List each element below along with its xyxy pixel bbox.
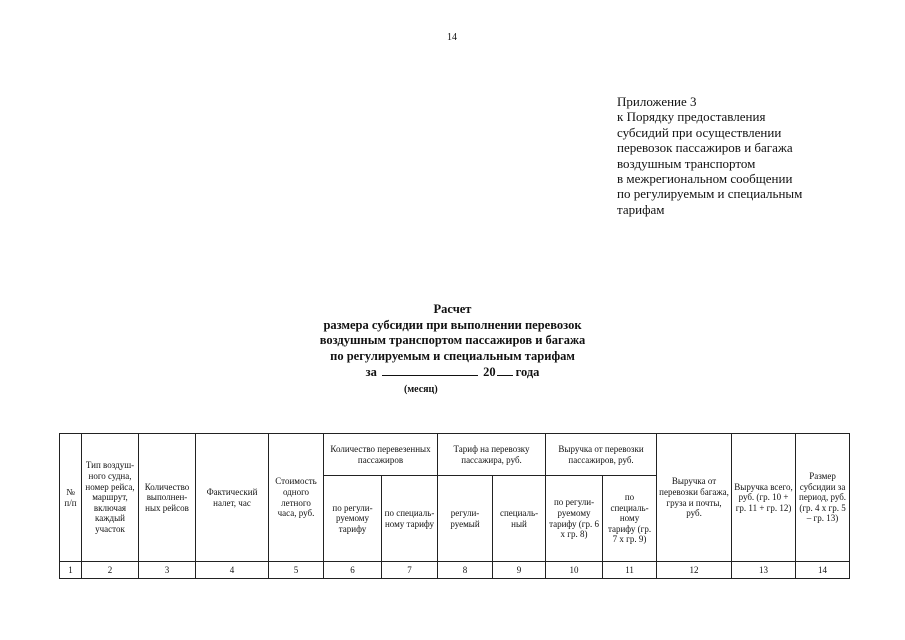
header-pax-special: по специаль-ному тарифу	[382, 476, 438, 562]
month-note: (месяц)	[404, 384, 438, 395]
header-aircraft-type: Тип воздуш-ного судна, номер рейса, маршрут, включая каждый участок	[82, 434, 139, 562]
page-number: 14	[447, 32, 457, 43]
column-number: 2	[82, 562, 139, 579]
appendix-line: воздушным транспортом	[617, 155, 756, 171]
header-pax-regulated: по регули-руемому тарифу	[324, 476, 382, 562]
column-number: 8	[438, 562, 493, 579]
header-tariff: Тариф на перевозку пассажира, руб.	[438, 434, 546, 476]
year-suffix: года	[515, 365, 540, 379]
column-number: 5	[269, 562, 324, 579]
column-number: 4	[196, 562, 269, 579]
year-blank	[497, 364, 513, 376]
header-num: № п/п	[60, 434, 82, 562]
month-blank	[382, 364, 478, 376]
header-tariff-special: специаль-ный	[493, 476, 546, 562]
header-subsidy: Размер субсидии за период, руб. (гр. 4 х гр. 5 – гр. 13)	[796, 434, 850, 562]
column-number: 3	[139, 562, 196, 579]
column-number: 7	[382, 562, 438, 579]
appendix-line: к Порядку предоставления	[617, 109, 766, 125]
calculation-table	[59, 433, 850, 579]
column-number: 6	[324, 562, 382, 579]
appendix-line: субсидий при осуществлении	[617, 124, 782, 140]
header-revenue-regulated: по регули-руемому тарифу (гр. 6 х гр. 8)	[546, 476, 603, 562]
header-revenue-cargo: Выручка от перевозки багажа, груза и почты, руб.	[657, 434, 732, 562]
appendix-line: по регулируемым и специальным	[617, 186, 803, 202]
appendix-line: Приложение 3	[617, 94, 697, 109]
column-number: 11	[603, 562, 657, 579]
column-number: 1	[60, 562, 82, 579]
header-flight-hours: Фактический налет, час	[196, 434, 269, 562]
appendix-line: в межрегиональном сообщении	[617, 171, 793, 187]
period-za: за	[365, 365, 377, 379]
column-number: 14	[796, 562, 850, 579]
column-number: 9	[493, 562, 546, 579]
appendix-line: тарифам	[617, 201, 665, 217]
header-tariff-regulated: регули-руемый	[438, 476, 493, 562]
column-number: 13	[732, 562, 796, 579]
title-line: Расчет	[433, 302, 472, 316]
header-passengers: Количество перевезенных пассажиров	[324, 434, 438, 476]
title-line: по регулируемым и специальным тарифам	[330, 348, 575, 363]
year-prefix: 20	[483, 365, 496, 379]
header-flights-count: Количество выполнен-ных рейсов	[139, 434, 196, 562]
document-title	[0, 302, 905, 381]
header-revenue-total: Выручка всего, руб. (гр. 10 + гр. 11 + гр. 12)	[732, 434, 796, 562]
appendix-block	[617, 94, 802, 217]
appendix-line: перевозок пассажиров и багажа	[617, 140, 793, 156]
column-number: 10	[546, 562, 603, 579]
title-line: размера субсидии при выполнении перевозок	[323, 317, 582, 332]
title-line: воздушным транспортом пассажиров и багажа	[319, 333, 586, 347]
column-number: 12	[657, 562, 732, 579]
period-line	[0, 364, 905, 381]
header-revenue-special: по специаль-ному тарифу (гр. 7 х гр. 9)	[603, 476, 657, 562]
header-revenue-passengers: Выручка от перевозки пассажиров, руб.	[546, 434, 657, 476]
header-hour-cost: Стоимость одного летного часа, руб.	[269, 434, 324, 562]
